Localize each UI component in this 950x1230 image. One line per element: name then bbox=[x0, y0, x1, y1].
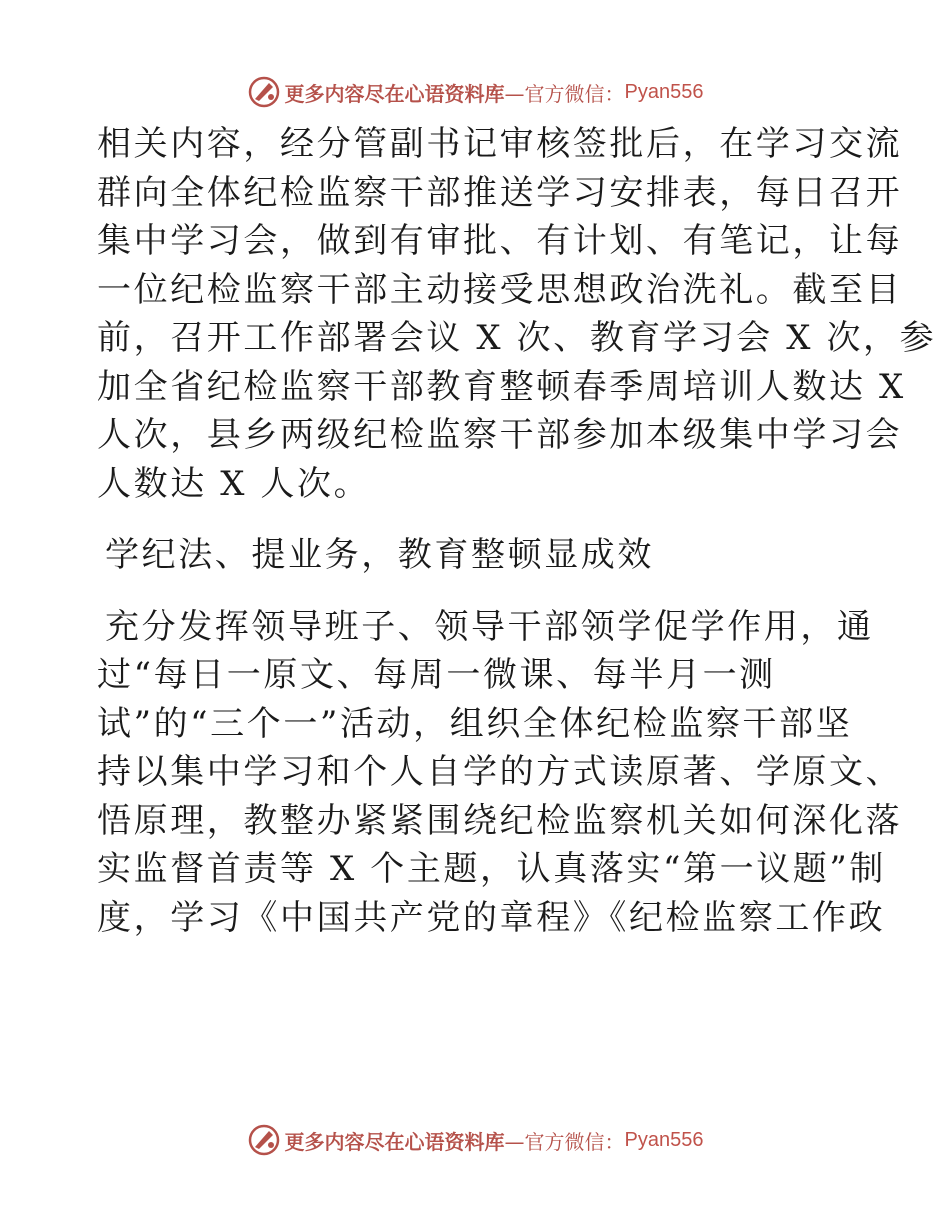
text-line: 加全省纪检监察干部教育整顿春季周培训人数达 X bbox=[97, 366, 906, 407]
text-line: 充分发挥领导班子、领导干部领学促学作用，通 bbox=[105, 606, 874, 647]
watermark-contact-label: —官方微信： bbox=[504, 81, 625, 106]
watermark-contact-label: —官方微信： bbox=[504, 1129, 625, 1154]
document-body bbox=[97, 120, 937, 942]
paragraph-2 bbox=[97, 603, 903, 943]
watermark-footer bbox=[0, 1120, 950, 1160]
text-line: 度，学习《中国共产党的章程》《纪检监察工作政 bbox=[97, 897, 886, 938]
text-line: 实监督首责等 X 个主题，认真落实“第一议题”制 bbox=[97, 849, 886, 889]
watermark-contact-id: Pyan556 bbox=[624, 1128, 704, 1151]
watermark-logo-icon bbox=[247, 75, 281, 109]
text-line: 悟原理，教整办紧紧围绕纪检监察机关如何深化落 bbox=[97, 800, 903, 841]
watermark-site: 更多内容尽在心语资料库 bbox=[284, 81, 505, 106]
text-line: 群向全体纪检监察干部推送学习安排表，每日召开 bbox=[97, 172, 903, 213]
watermark-header bbox=[0, 72, 950, 112]
section-heading: 学纪法、提业务，教育整顿显成效 bbox=[105, 535, 654, 575]
text-line: 人数达 X 人次。 bbox=[97, 463, 371, 504]
watermark-contact-id: Pyan556 bbox=[624, 80, 704, 103]
text-line: 持以集中学习和个人自学的方式读原著、学原文、 bbox=[97, 752, 903, 792]
text-line: 人次，县乡两级纪检监察干部参加本级集中学习会 bbox=[97, 415, 903, 455]
paragraph-1 bbox=[97, 120, 937, 508]
watermark-logo-icon bbox=[247, 1123, 281, 1157]
watermark-site: 更多内容尽在心语资料库 bbox=[284, 1129, 505, 1154]
text-line: 过“每日一原文、每周一微课、每半月一测 bbox=[97, 655, 776, 695]
text-line: 试”的“三个一”活动，组织全体纪检监察干部坚 bbox=[97, 703, 853, 744]
text-line: 相关内容，经分管副书记审核签批后，在学习交流 bbox=[97, 124, 903, 164]
text-line: 集中学习会，做到有审批、有计划、有笔记，让每 bbox=[97, 221, 903, 261]
text-line: 前，召开工作部署会议 X 次、教育学习会 X 次，参 bbox=[97, 318, 937, 358]
text-line: 一位纪检监察干部主动接受思想政治洗礼。截至目 bbox=[97, 269, 903, 310]
